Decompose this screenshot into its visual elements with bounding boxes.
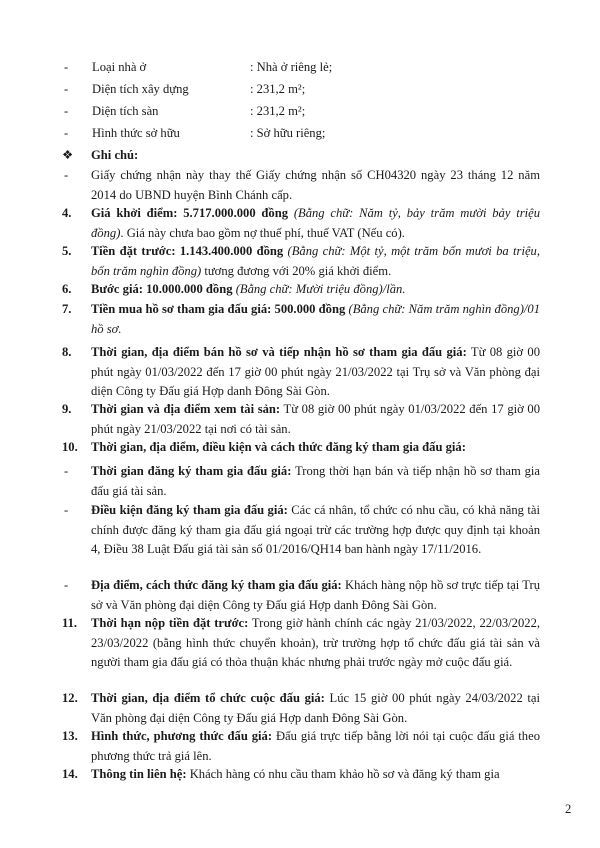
section-number: 8.	[62, 345, 72, 359]
subsection-text: Các cá nhân, tổ chức có nhu cầu, có khả năng tài chính được đăng ký tham gia đấu giá ngoại trừ các trường hợp được quy định tại khoản 4, Điều 38 Luật Đấu giá tài sản số 01/2016/QH14 ban hành ngày 17/11/2016.	[91, 503, 540, 556]
section-8	[62, 343, 540, 402]
section-number: 5.	[62, 244, 72, 258]
section-7	[62, 300, 540, 339]
section-title: Bước giá: 10.000.000 đồng	[91, 282, 233, 296]
section-number: 9.	[62, 402, 72, 416]
note-text: Giấy chứng nhận này thay thế Giấy chứng nhận số CH04320 ngày 23 tháng 12 năm 2014 do UBND huyện Bình Chánh cấp.	[91, 168, 540, 202]
property-label: Diện tích xây dựng	[92, 82, 189, 96]
section-number: 12.	[62, 691, 78, 705]
section-text: Trong giờ hành chính các ngày 21/03/2022, 22/03/2022, 23/03/2022 (bằng hình thức chuyển khoản), trừ trường hợp tổ chức đấu giá tài sản và người tham gia đấu giá có thỏa thuận khác nhưng phải trước ngày mở cuộc đấu giá.	[91, 616, 541, 669]
dash-marker: -	[64, 104, 69, 118]
section-title: Thời gian và địa điểm xem tài sản:	[91, 402, 281, 416]
section-number: 13.	[62, 729, 78, 743]
subsection-title: Thời gian đăng ký tham gia đấu giá:	[91, 464, 292, 478]
section-5	[62, 242, 540, 281]
note-item	[62, 166, 540, 205]
section-number: 14.	[62, 767, 78, 781]
subsection-registration-conditions	[62, 501, 540, 560]
section-italic: (Bằng chữ: Năm trăm nghìn đồng)/01 hồ sơ.	[91, 302, 540, 336]
section-text: Từ 08 giờ 00 phút ngày 01/03/2022 đến 17 giờ 00 phút ngày 21/03/2022 tại Trụ sở và Văn phòng đại diện Công ty Đấu giá Hợp danh Đông Sài Gòn.	[91, 345, 541, 398]
section-13	[62, 727, 540, 766]
section-title: Thời hạn nộp tiền đặt trước:	[91, 616, 249, 630]
dash-marker: -	[64, 503, 69, 517]
section-title: Tiền mua hồ sơ tham gia đấu giá: 500.000 đồng	[91, 302, 346, 316]
subsection-title: Địa điểm, cách thức đăng ký tham gia đấu giá:	[91, 578, 342, 592]
subsection-text: Trong thời hạn bán và tiếp nhận hồ sơ tham gia đấu giá tài sản.	[91, 464, 540, 498]
property-value: : 231,2 m²;	[250, 82, 306, 96]
dash-marker: -	[64, 82, 69, 96]
property-value: : Sở hữu riêng;	[250, 126, 326, 140]
section-title: Thời gian, địa điểm bán hồ sơ và tiếp nhận hồ sơ tham gia đấu giá:	[91, 345, 467, 359]
dash-marker: -	[64, 464, 69, 478]
property-label: Loại nhà ở	[92, 60, 147, 74]
section-9	[62, 400, 540, 439]
note-heading	[62, 146, 540, 166]
dash-marker: -	[64, 126, 69, 140]
section-text: Đấu giá trực tiếp bằng lời nói tại cuộc đấu giá theo phương thức trả giá lên.	[91, 729, 540, 763]
section-number: 6.	[62, 282, 72, 296]
subsection-registration-place	[62, 576, 540, 615]
section-italic: (Bằng chữ: Năm tỷ, bảy trăm mười bảy triệu đồng)	[91, 206, 540, 240]
property-row	[62, 58, 542, 78]
section-title: Hình thức, phương thức đấu giá:	[91, 729, 273, 743]
section-4	[62, 204, 540, 243]
section-number: 4.	[62, 206, 72, 220]
section-text: Từ 08 giờ 00 phút ngày 01/03/2022 đến 17 giờ 00 phút ngày 21/03/2022 tại nơi có tài sản.	[91, 402, 540, 436]
property-row	[62, 102, 542, 122]
diamond-bullet-icon: ❖	[62, 148, 74, 162]
section-title: Giá khởi điểm: 5.717.000.000 đồng	[91, 206, 289, 220]
section-italic: (Bằng chữ: Một tỷ, một trăm bốn mươi ba triệu, bốn trăm nghìn đồng)	[91, 244, 540, 278]
property-label: Hình thức sở hữu	[92, 126, 180, 140]
property-label: Diện tích sàn	[92, 104, 159, 118]
section-number: 10.	[62, 440, 78, 454]
section-title: Tiền đặt trước: 1.143.400.000 đồng	[91, 244, 284, 258]
section-text: tương đương với 20% giá khởi điểm.	[204, 263, 392, 278]
page-number: 2	[565, 802, 572, 816]
subsection-title: Điều kiện đăng ký tham gia đấu giá:	[91, 503, 288, 517]
subsection-text: Khách hàng nộp hồ sơ trực tiếp tại Trụ sở và Văn phòng đại diện Công ty Đấu giá Hợp danh Đông Sài Gòn.	[91, 578, 540, 612]
section-text: Khách hàng có nhu cầu tham khảo hồ sơ và đăng ký tham gia	[189, 767, 500, 781]
section-11	[62, 614, 540, 673]
dash-marker: -	[64, 168, 69, 182]
section-title: Thời gian, địa điểm tổ chức cuộc đấu giá:	[91, 691, 325, 705]
section-12	[62, 689, 540, 728]
section-title: Thời gian, địa điểm, điều kiện và cách thức đăng ký tham gia đấu giá:	[91, 440, 466, 454]
note-title: Ghi chú:	[91, 148, 139, 162]
section-number: 11.	[62, 616, 78, 630]
section-italic: (Bằng chữ: Mười triệu đồng)/lần.	[235, 282, 406, 296]
section-6	[62, 280, 540, 300]
property-row	[62, 80, 542, 100]
section-14	[62, 765, 540, 785]
section-10	[62, 438, 540, 458]
section-number: 7.	[62, 302, 72, 316]
section-text: Lúc 15 giờ 00 phút ngày 24/03/2022 tại Văn phòng đại diện Công ty Đấu giá Hợp danh Đông Sài Gòn.	[91, 691, 540, 725]
property-row	[62, 124, 542, 144]
section-text: . Giá này chưa bao gồm nợ thuế phí, thuế VAT (Nếu có).	[120, 225, 405, 240]
dash-marker: -	[64, 578, 69, 592]
property-value: : 231,2 m²;	[250, 104, 306, 118]
property-value: : Nhà ở riêng lẻ;	[250, 60, 333, 74]
section-title: Thông tin liên hệ:	[91, 767, 187, 781]
dash-marker: -	[64, 60, 69, 74]
subsection-registration-time	[62, 462, 540, 501]
